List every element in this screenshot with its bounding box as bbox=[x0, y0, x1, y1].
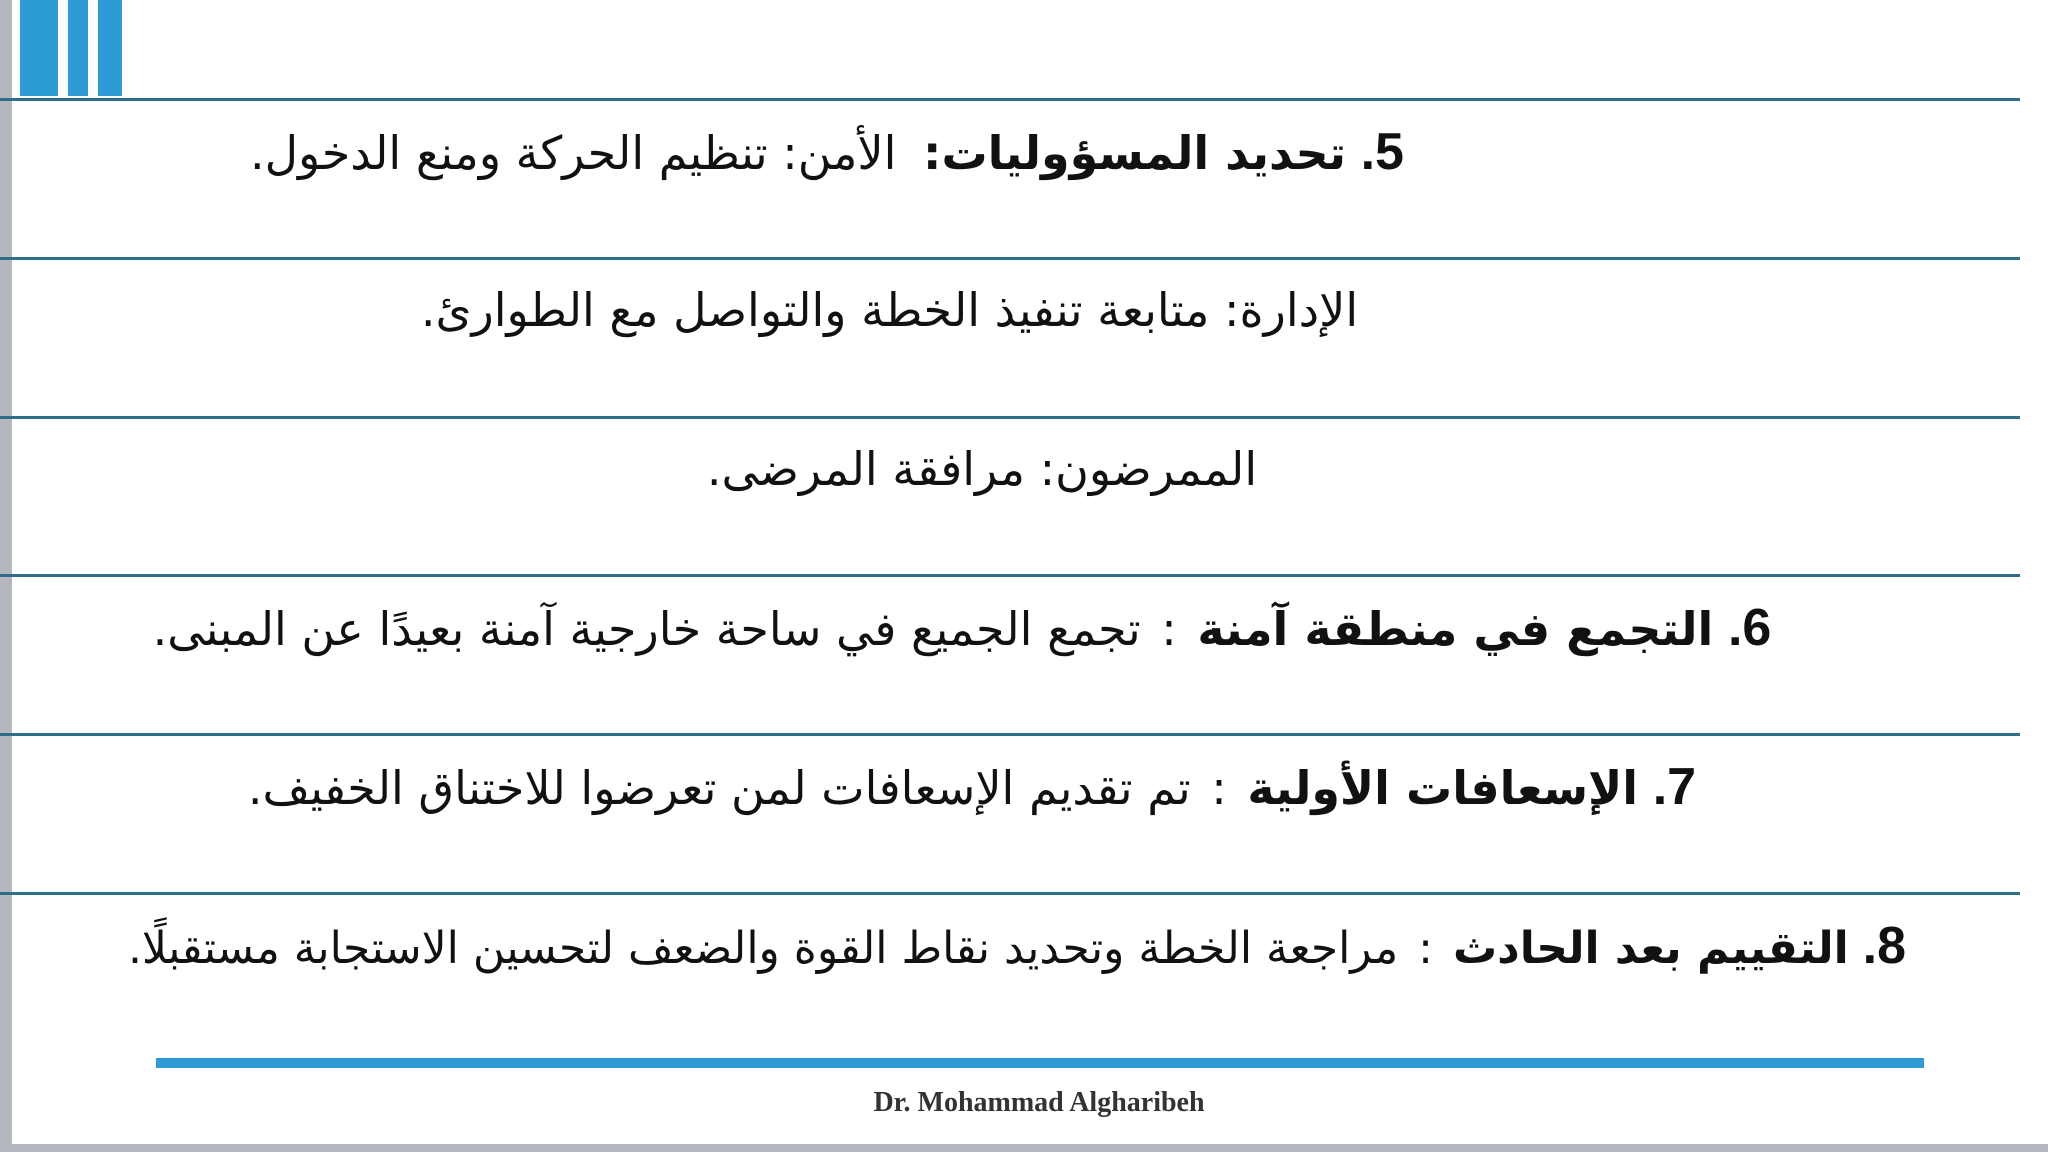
item-separator: : bbox=[1161, 601, 1177, 656]
item-number: 8. bbox=[1862, 916, 1907, 975]
item-number: 6. bbox=[1727, 598, 1772, 657]
item-heading: الإسعافات الأولية bbox=[1247, 760, 1639, 815]
item-body: الممرضون: مرافقة المرضى. bbox=[706, 442, 1258, 497]
author-credit: Dr. Mohammad Algharibeh bbox=[873, 1087, 1205, 1118]
table-row bbox=[14, 392, 2020, 548]
row-text bbox=[248, 756, 1696, 818]
table-row bbox=[14, 233, 2020, 389]
item-body: تجمع الجميع في ساحة خارجية آمنة بعيدًا عن المبنى. bbox=[152, 601, 1141, 656]
item-body: الأمن: تنظيم الحركة ومنع الدخول. bbox=[250, 125, 897, 180]
item-number: 7. bbox=[1652, 757, 1697, 816]
item-body: الإدارة: متابعة تنفيذ الخطة والتواصل مع الطوارئ. bbox=[420, 283, 1359, 338]
row-text bbox=[421, 283, 1358, 338]
item-separator bbox=[896, 126, 908, 180]
item-separator: : bbox=[1418, 922, 1433, 974]
row-text bbox=[707, 442, 1257, 497]
row-text bbox=[250, 121, 1404, 183]
table-row bbox=[14, 74, 2020, 230]
item-heading: التقييم بعد الحادث bbox=[1452, 922, 1849, 974]
table-row bbox=[14, 550, 2020, 706]
item-body: مراجعة الخطة وتحديد نقاط القوة والضعف لتحسين الاستجابة مستقبلًا. bbox=[127, 922, 1399, 974]
item-heading: التجمع في منطقة آمنة bbox=[1197, 601, 1714, 656]
table-row bbox=[14, 709, 2020, 865]
item-heading: تحديد المسؤوليات: bbox=[923, 125, 1346, 180]
row-text bbox=[128, 915, 1906, 977]
footer-divider bbox=[156, 1058, 1924, 1068]
item-separator: : bbox=[1211, 760, 1227, 815]
bottom-frame-edge bbox=[0, 1144, 2048, 1152]
item-number: 5. bbox=[1360, 122, 1404, 181]
table-row bbox=[14, 868, 2020, 1024]
row-text bbox=[153, 597, 1772, 659]
item-body: تم تقديم الإسعافات لمن تعرضوا للاختناق الخفيف. bbox=[247, 760, 1191, 815]
